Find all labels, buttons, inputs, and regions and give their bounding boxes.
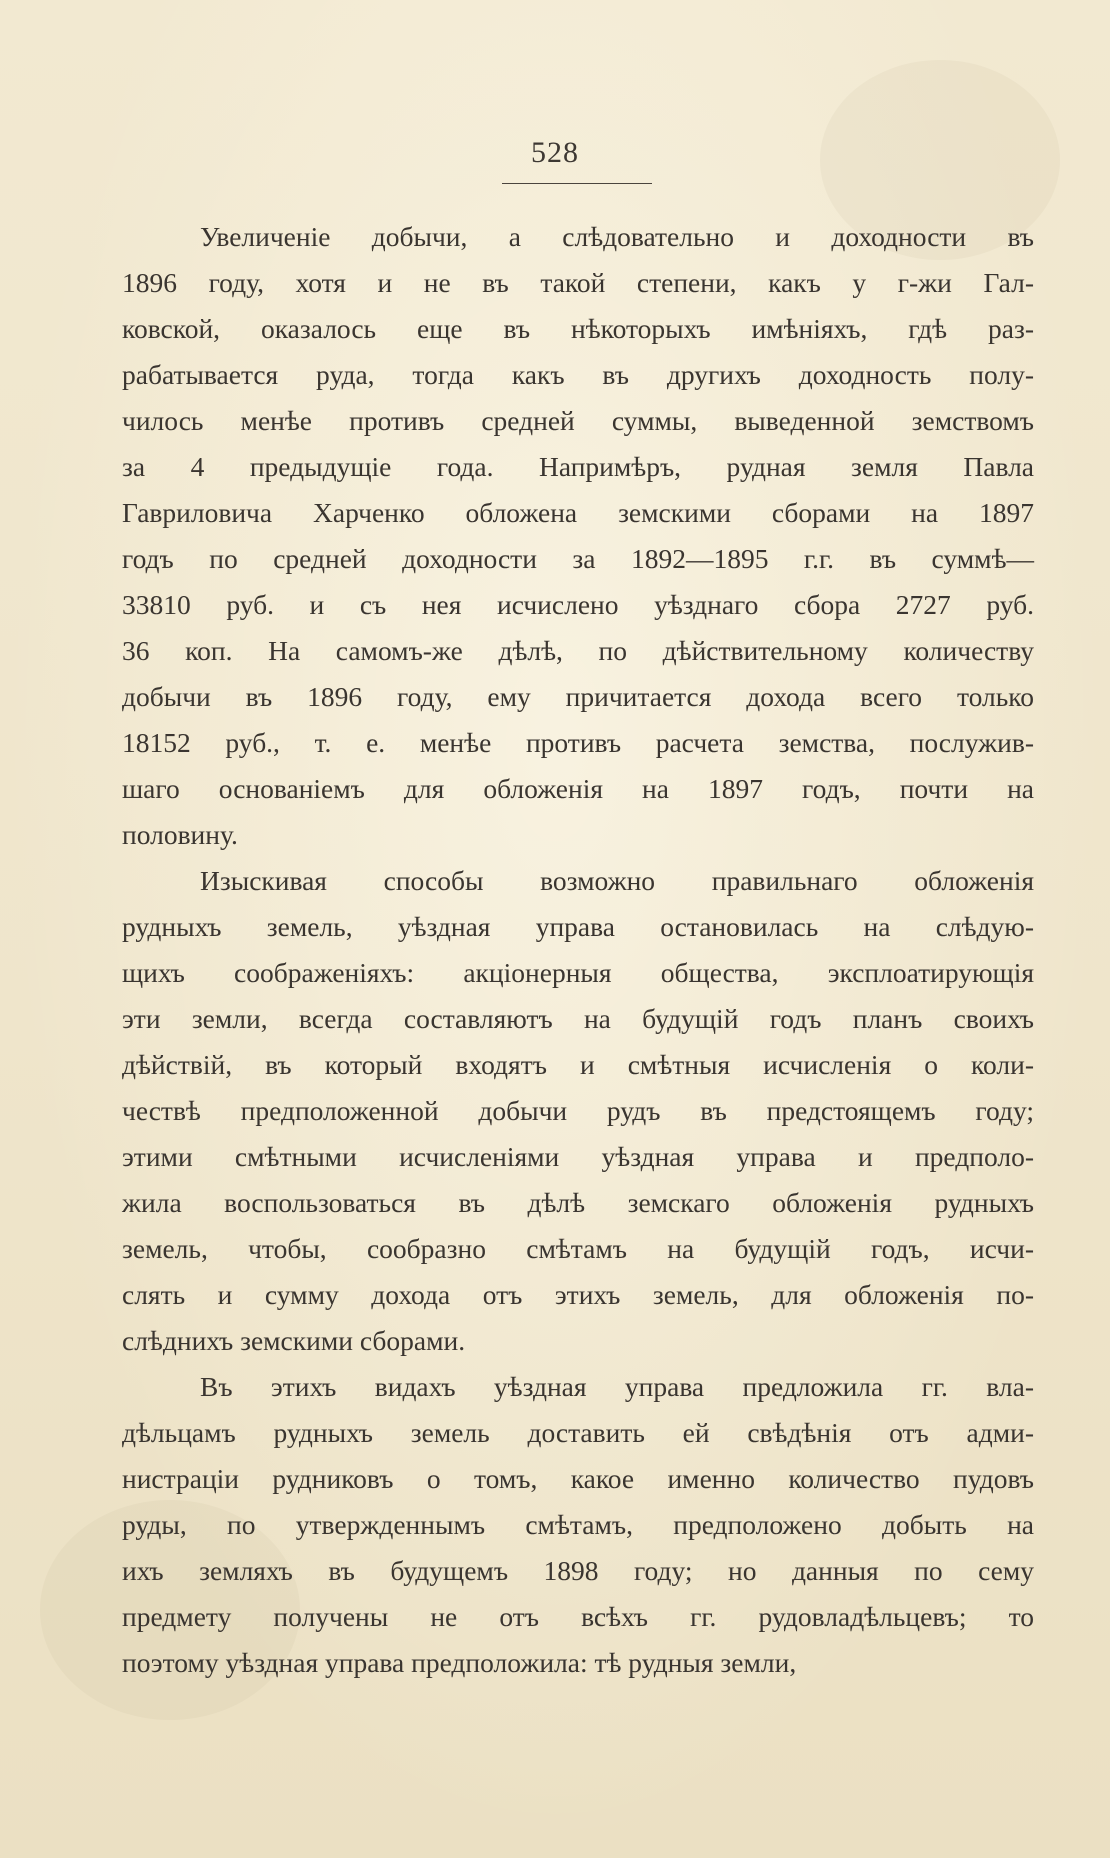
- text-line: чествѣ предположенной добычи рудъ въ предстоящемъ году;: [122, 1095, 1034, 1126]
- text-line: слять и сумму дохода отъ этихъ земель, для обложенія по-: [122, 1279, 1034, 1310]
- text-line: поэтому уѣздная управа предположила: тѣ рудныя земли,: [122, 1647, 797, 1678]
- text-line: дѣльцамъ рудныхъ земель доставить ей свѣдѣнія отъ адми-: [122, 1417, 1034, 1448]
- text-line: ковской, оказалось еще въ нѣкоторыхъ имѣніяхъ, гдѣ раз-: [122, 313, 1034, 344]
- text-line: рудныхъ земель, уѣздная управа остановилась на слѣдую-: [122, 911, 1034, 942]
- paragraph: [122, 214, 1034, 858]
- paragraph: [122, 858, 1034, 1364]
- text-line: годъ по средней доходности за 1892—1895 г.г. въ суммѣ—: [122, 543, 1034, 574]
- text-line: эти земли, всегда составляютъ на будущій годъ планъ своихъ: [122, 1003, 1034, 1034]
- text-line: дѣйствій, въ который входятъ и смѣтныя исчисленія о коли-: [122, 1049, 1034, 1080]
- text-line: Гавриловича Харченко обложена земскими сборами на 1897: [122, 497, 1034, 528]
- text-line: 33810 руб. и съ нея исчислено уѣзднаго сбора 2727 руб.: [122, 589, 1034, 620]
- text-line: нистраціи рудниковъ о томъ, какое именно количество пудовъ: [122, 1463, 1034, 1494]
- text-line: 1896 году, хотя и не въ такой степени, какъ у г-жи Гал-: [122, 267, 1034, 298]
- text-line: руды, по утвержденнымъ смѣтамъ, предположено добыть на: [122, 1509, 1034, 1540]
- body-text: [122, 214, 1034, 1686]
- text-line: этими смѣтными исчисленіями уѣздная управа и предполо-: [122, 1141, 1034, 1172]
- text-line: жила воспользоваться въ дѣлѣ земскаго обложенія рудныхъ: [122, 1187, 1034, 1218]
- page-number: 528: [531, 136, 579, 169]
- text-line: щихъ соображеніяхъ: акціонерныя общества, эксплоатирующія: [122, 957, 1034, 988]
- text-line: рабатывается руда, тогда какъ въ другихъ доходность полу-: [122, 359, 1034, 390]
- text-line: половину.: [122, 819, 238, 850]
- text-line: добычи въ 1896 году, ему причитается дохода всего только: [122, 681, 1034, 712]
- text-line: Изыскивая способы возможно правильнаго обложенія: [200, 865, 1034, 896]
- text-line: земель, чтобы, сообразно смѣтамъ на будущій годъ, исчи-: [122, 1233, 1034, 1264]
- text-line: Увеличеніе добычи, а слѣдовательно и доходности въ: [200, 221, 1034, 252]
- text-line: 36 коп. На самомъ-же дѣлѣ, по дѣйствительному количеству: [122, 635, 1034, 666]
- text-line: слѣднихъ земскими сборами.: [122, 1325, 466, 1356]
- text-line: за 4 предыдущіе года. Напримѣръ, рудная земля Павла: [122, 451, 1034, 482]
- text-line: чилось менѣе противъ средней суммы, выведенной земствомъ: [122, 405, 1034, 436]
- text-line: ихъ земляхъ въ будущемъ 1898 году; но данныя по сему: [122, 1555, 1034, 1586]
- text-line: шаго основаніемъ для обложенія на 1897 годъ, почти на: [122, 773, 1034, 804]
- paragraph: [122, 1364, 1034, 1686]
- header-rule: [502, 183, 652, 184]
- text-line: 18152 руб., т. е. менѣе противъ расчета земства, послужив-: [122, 727, 1034, 758]
- text-line: предмету получены не отъ всѣхъ гг. рудовладѣльцевъ; то: [122, 1601, 1034, 1632]
- text-line: Въ этихъ видахъ уѣздная управа предложила гг. вла-: [200, 1371, 1034, 1402]
